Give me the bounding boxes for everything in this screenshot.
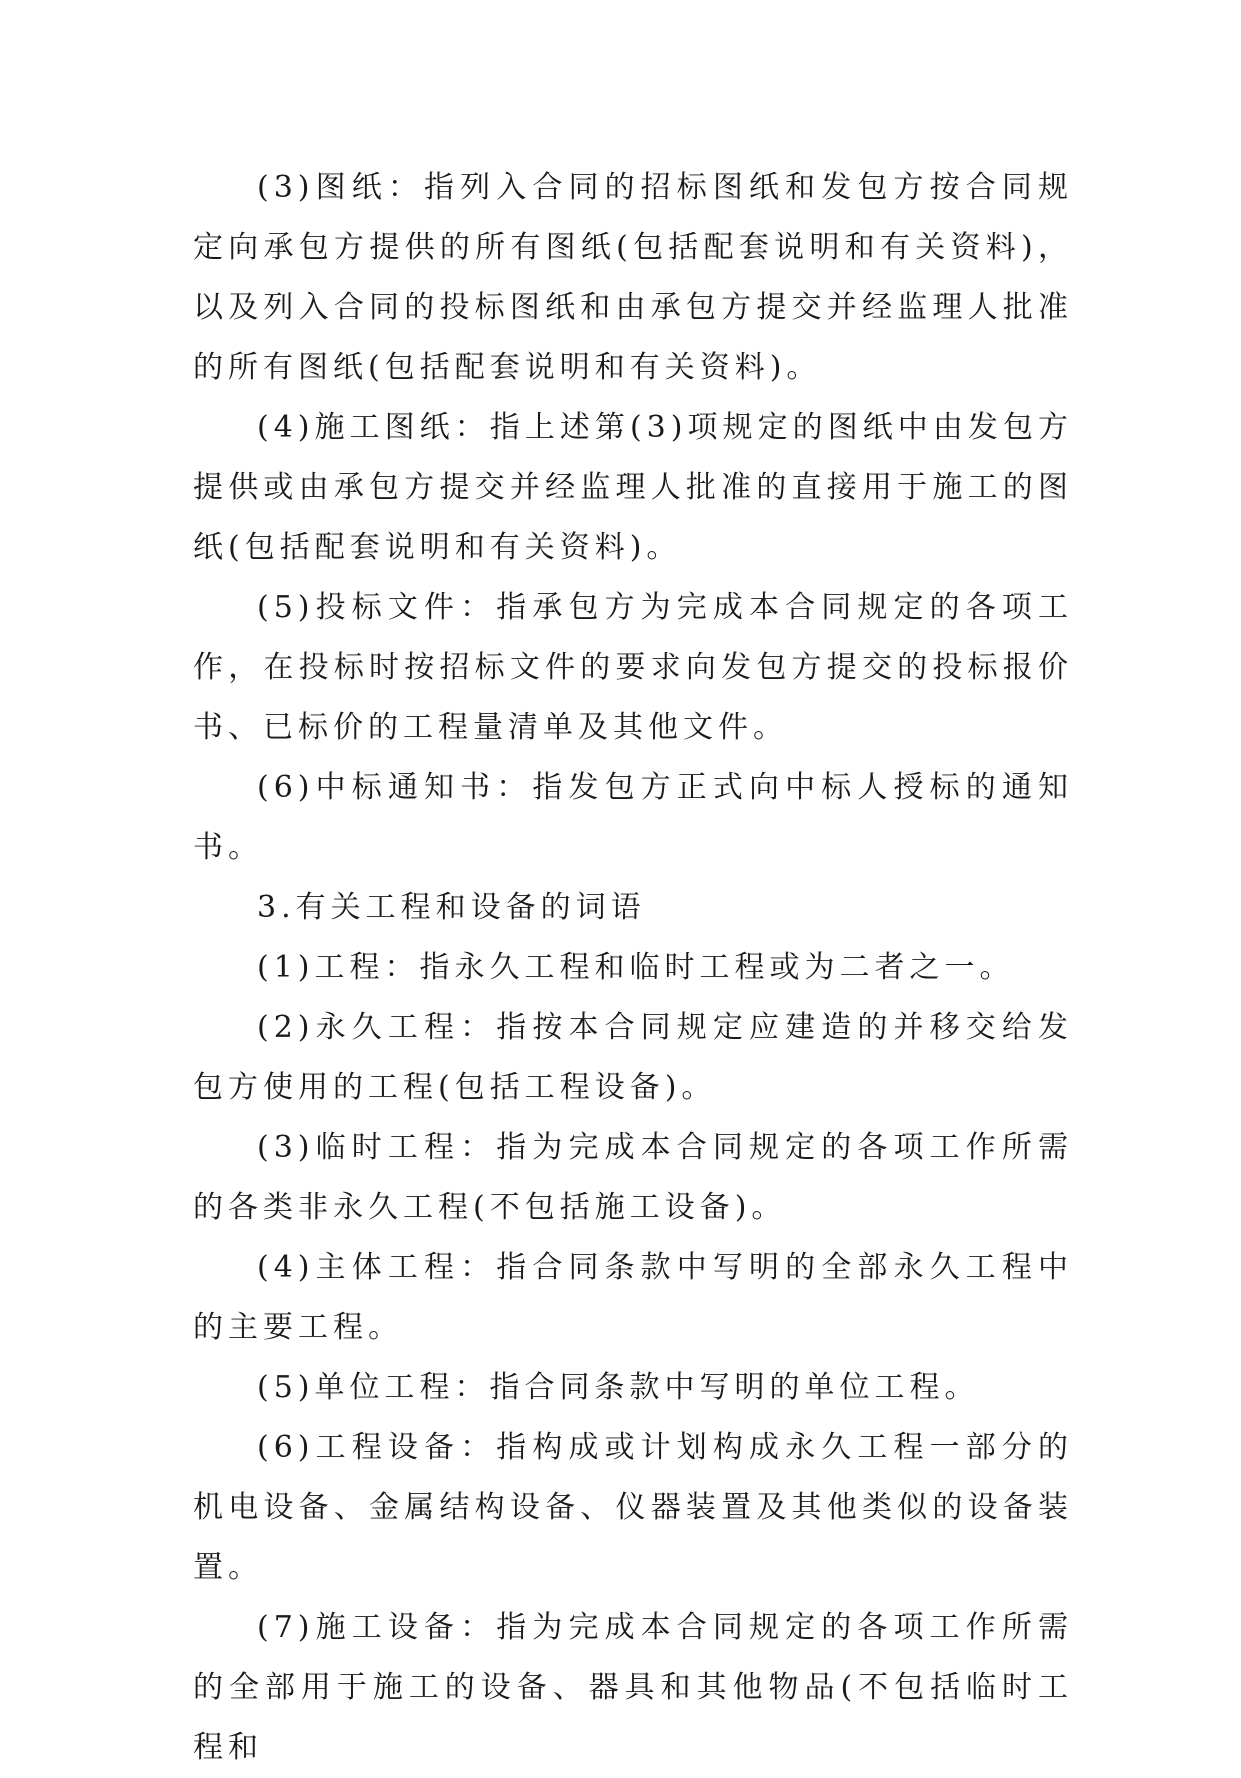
paragraph-bid-documents: (5)投标文件：指承包方为完成本合同规定的各项工作，在投标时按招标文件的要求向发包方提交的投标报价书、已标价的工程量清单及其他文件。	[193, 590, 1073, 745]
paragraph-unit-works: (5)单位工程：指合同条款中写明的单位工程。	[257, 1370, 980, 1405]
section-heading-works-equipment: 3.有关工程和设备的词语	[257, 890, 646, 925]
paragraph-permanent-works: (2)永久工程：指按本合同规定应建造的并移交给发包方使用的工程(包括工程设备)。	[193, 1010, 1073, 1105]
paragraph-works: (1)工程：指永久工程和临时工程或为二者之一。	[257, 950, 1015, 985]
paragraph-main-works: (4)主体工程：指合同条款中写明的全部永久工程中的主要工程。	[193, 1250, 1073, 1345]
paragraph-engineering-equipment: (6)工程设备：指构成或计划构成永久工程一部分的机电设备、金属结构设备、仪器装置及其他类似的设备装置。	[193, 1430, 1073, 1585]
paragraph-temporary-works: (3)临时工程：指为完成本合同规定的各项工作所需的各类非永久工程(不包括施工设备)。	[193, 1130, 1073, 1225]
paragraph-drawings: (3)图纸：指列入合同的招标图纸和发包方按合同规定向承包方提供的所有图纸(包括配套说明和有关资料)，以及列入合同的投标图纸和由承包方提交并经监理人批准的所有图纸(包括配套说明和有关资料)。	[193, 170, 1073, 385]
document-body	[193, 158, 1073, 1778]
paragraph-award-notice: (6)中标通知书：指发包方正式向中标人授标的通知书。	[193, 770, 1073, 865]
paragraph-construction-equipment: (7)施工设备：指为完成本合同规定的各项工作所需的全部用于施工的设备、器具和其他物品(不包括临时工程和	[193, 1610, 1073, 1765]
paragraph-construction-drawings: (4)施工图纸：指上述第(3)项规定的图纸中由发包方提供或由承包方提交并经监理人批准的直接用于施工的图纸(包括配套说明和有关资料)。	[193, 410, 1073, 565]
